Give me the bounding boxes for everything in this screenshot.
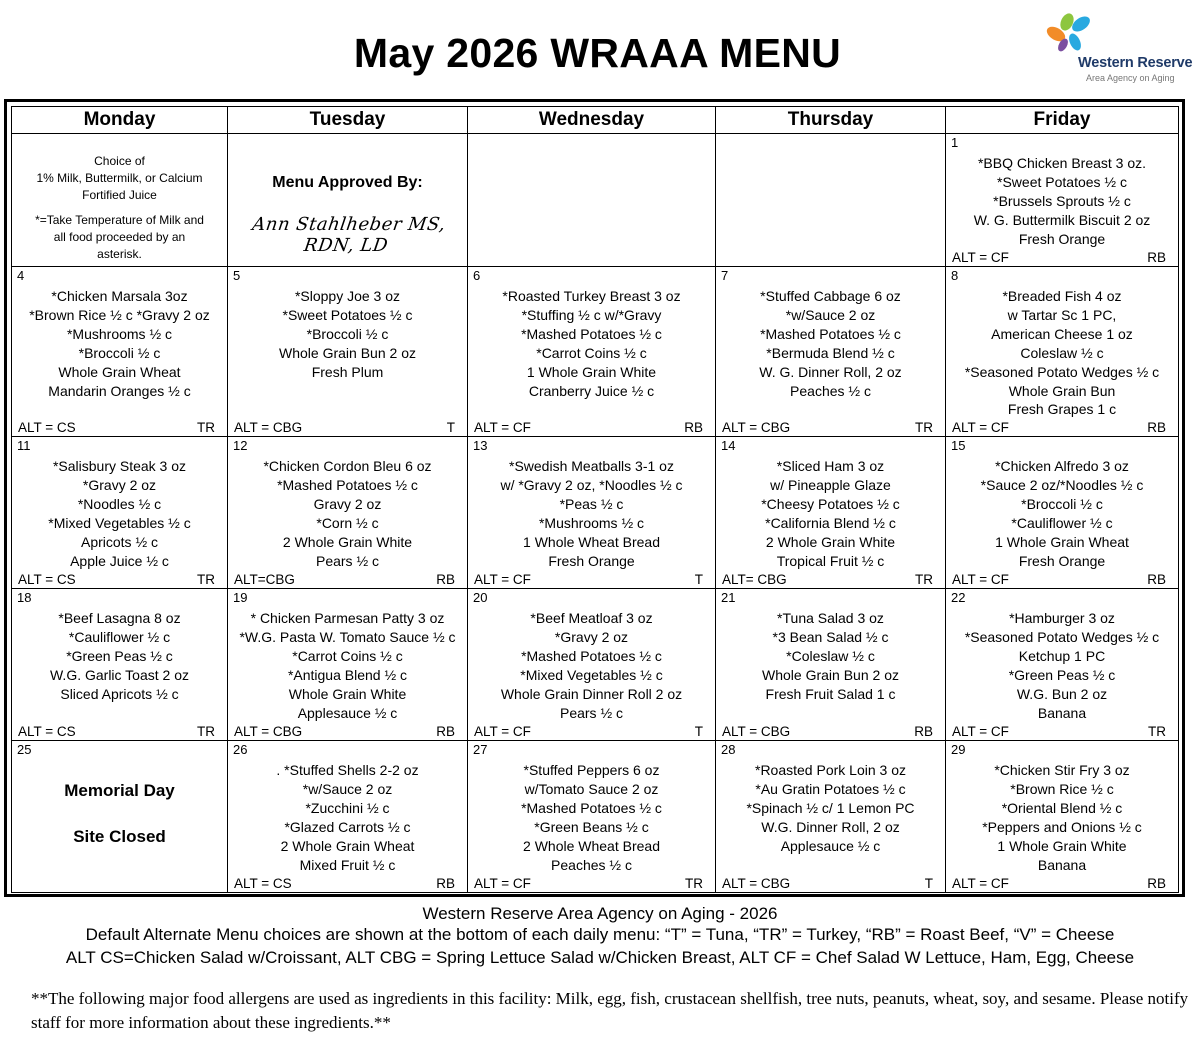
menu-item: *Noodles ½ c	[77, 495, 162, 512]
menu-item: w/ *Gravy 2 oz, *Noodles ½ c	[500, 476, 683, 493]
alt-code: ALT=CBG	[234, 572, 295, 587]
menu-item: 2 Whole Grain White	[765, 533, 896, 550]
menu-item: *Peppers and Onions ½ c	[982, 818, 1142, 835]
menu-item: *Broccoli ½ c	[78, 344, 161, 361]
week-row	[12, 589, 1179, 741]
day-number: 4	[17, 268, 25, 283]
menu-items	[468, 741, 715, 874]
menu-item: *Beef Lasagna 8 oz	[58, 610, 181, 626]
day-number: 8	[951, 268, 959, 283]
menu-item: *Gravy 2 oz	[82, 476, 157, 493]
menu-item: 2 Whole Grain White	[282, 533, 413, 550]
day-cell	[716, 437, 946, 589]
menu-item: W.G. Bun 2 oz	[1016, 685, 1108, 702]
alt-default: RB	[1147, 420, 1166, 435]
menu-item: *Broccoli ½ c	[1021, 495, 1103, 512]
menu-item: *Cheesy Potatoes ½ c	[761, 495, 900, 512]
menu-item: *Hamburger 3 oz	[1009, 610, 1115, 626]
alt-code: ALT = CBG	[722, 876, 791, 891]
day-number: 29	[951, 742, 966, 757]
alt-code: ALT = CF	[474, 724, 531, 739]
footer-alt-codes: ALT CS=Chicken Salad w/Croissant, ALT CBG = Spring Lettuce Salad w/Chicken Breast, ALT CF = Chef Salad W Lettuce, Ham, Egg, Cheese	[65, 948, 1135, 967]
menu-items	[228, 741, 467, 874]
alt-default: RB	[1147, 876, 1166, 891]
menu-item: *Antigua Blend ½ c	[287, 666, 408, 683]
logo-subtitle: Area Agency on Aging	[1086, 73, 1175, 83]
day-number: 12	[233, 438, 248, 453]
menu-item: *Spinach ½ c/ 1 Lemon PC	[746, 799, 915, 816]
menu-item: *Mixed Vegetables ½ c	[520, 666, 663, 683]
week-row	[12, 267, 1179, 437]
day-header: Wednesday	[468, 107, 716, 134]
day-cell	[716, 134, 946, 267]
menu-item: W.G. Dinner Roll, 2 oz	[761, 818, 900, 835]
menu-item: *Mashed Potatoes ½ c	[521, 647, 662, 664]
day-cell	[946, 589, 1179, 741]
page-title: May 2026 WRAAA MENU	[353, 30, 842, 76]
alt-default: TR	[197, 420, 215, 435]
menu-item: . *Stuffed Shells 2-2 oz	[276, 762, 419, 778]
menu-item: *Roasted Turkey Breast 3 oz	[502, 288, 681, 304]
day-number: 13	[473, 438, 488, 453]
menu-items	[468, 267, 715, 400]
menu-items	[12, 437, 227, 570]
menu-item: Apricots ½ c	[80, 533, 159, 550]
menu-item: *Corn ½ c	[316, 514, 379, 531]
alt-default: T	[924, 876, 933, 891]
alt-code: ALT = CS	[234, 876, 292, 891]
week-row	[12, 437, 1179, 589]
menu-item: Whole Grain Bun	[1008, 382, 1116, 399]
day-cell	[228, 267, 468, 437]
menu-item: *Sliced Ham 3 oz	[776, 458, 885, 474]
day-number: 15	[951, 438, 966, 453]
menu-item: w Tartar Sc 1 PC,	[1007, 306, 1117, 323]
menu-items	[946, 589, 1178, 722]
menu-item: *Seasoned Potato Wedges ½ c	[964, 363, 1160, 380]
menu-item: *Green Peas ½ c	[66, 647, 173, 664]
menu-items	[946, 267, 1178, 419]
menu-item: *Chicken Marsala 3oz	[51, 288, 188, 304]
menu-item: *Roasted Pork Loin 3 oz	[755, 762, 906, 778]
week-row	[12, 741, 1179, 893]
menu-item: Fresh Grapes 1 c	[1007, 401, 1117, 418]
menu-item: *Carrot Coins ½ c	[292, 647, 403, 664]
menu-item: *Coleslaw ½ c	[786, 647, 875, 664]
menu-items	[12, 267, 227, 400]
menu-item: w/ Pineapple Glaze	[770, 476, 891, 493]
menu-item: Applesauce ½ c	[780, 837, 881, 854]
menu-item: *Mashed Potatoes ½ c	[521, 799, 662, 816]
menu-item: *Brussels Sprouts ½ c	[993, 192, 1131, 209]
menu-item: *Seasoned Potato Wedges ½ c	[964, 628, 1160, 645]
day-number: 26	[233, 742, 248, 757]
menu-item: Peaches ½ c	[790, 382, 871, 399]
menu-item: *Green Peas ½ c	[1008, 666, 1116, 683]
menu-item: *Brown Rice ½ c	[1010, 780, 1114, 797]
alt-code: ALT = CF	[474, 876, 531, 891]
day-number: 22	[951, 590, 966, 605]
menu-item: *Chicken Alfredo 3 oz	[995, 458, 1129, 474]
day-header: Monday	[12, 107, 228, 134]
menu-item: w/Tomato Sauce 2 oz	[524, 780, 659, 797]
menu-item: Fresh Orange	[548, 552, 635, 569]
menu-item: *Carrot Coins ½ c	[536, 344, 647, 361]
day-number: 5	[233, 268, 241, 283]
day-cell	[468, 134, 716, 267]
day-cell	[716, 267, 946, 437]
alt-default: RB	[1147, 572, 1166, 587]
menu-item: Whole Grain Bun 2 oz	[762, 666, 899, 683]
alt-code: ALT = CBG	[722, 724, 791, 739]
menu-item: *Beef Meatloaf 3 oz	[530, 610, 653, 626]
menu-item: 2 Whole Grain Wheat	[280, 837, 415, 854]
menu-item: *Mixed Vegetables ½ c	[48, 514, 191, 531]
menu-item: W. G. Dinner Roll, 2 oz	[759, 363, 902, 380]
info-line: *=Take Temperature of Milk and	[35, 213, 204, 227]
menu-item: *Mashed Potatoes ½ c	[760, 325, 901, 342]
info-line: all food proceeded by an	[53, 230, 186, 244]
menu-item: *Mushrooms ½ c	[66, 325, 173, 342]
day-cell	[946, 267, 1179, 437]
menu-item: *Sweet Potatoes ½ c	[997, 173, 1127, 190]
menu-items	[468, 589, 715, 722]
alt-code: ALT = CS	[18, 420, 76, 435]
day-cell	[228, 741, 468, 893]
site-closed: Site Closed	[73, 827, 166, 846]
alt-code: ALT = CBG	[234, 420, 303, 435]
day-cell	[468, 589, 716, 741]
day-header: Thursday	[716, 107, 946, 134]
footer-default-alt: Default Alternate Menu choices are shown at the bottom of each daily menu: “T” = Tuna, “TR” = Turkey, “RB” = Roast Beef, “V” = Cheese	[85, 925, 1115, 944]
holiday-name: Memorial Day	[64, 781, 175, 800]
alt-default: TR	[915, 420, 933, 435]
menu-item: Pears ½ c	[559, 704, 624, 721]
alt-default: RB	[436, 876, 455, 891]
day-cell	[946, 741, 1179, 893]
menu-item: *Bermuda Blend ½ c	[766, 344, 895, 361]
alt-default: RB	[1147, 250, 1166, 265]
day-cell	[12, 589, 228, 741]
menu-items	[468, 437, 715, 570]
menu-item: *Broccoli ½ c	[306, 325, 389, 342]
alt-default: RB	[914, 724, 933, 739]
menu-items	[228, 589, 467, 722]
menu-item: *Breaded Fish 4 oz	[1002, 288, 1122, 304]
menu-item: *Brown Rice ½ c *Gravy 2 oz	[29, 306, 210, 323]
menu-items	[12, 589, 227, 704]
menu-item: Apple Juice ½ c	[70, 552, 169, 569]
menu-item: Whole Grain Wheat	[58, 363, 181, 380]
info-line: 1% Milk, Buttermilk, or Calcium	[36, 171, 203, 185]
menu-items	[946, 134, 1178, 249]
menu-item: Sliced Apricots ½ c	[60, 685, 179, 702]
menu-item: *3 Bean Salad ½ c	[772, 628, 889, 645]
day-number: 25	[17, 742, 32, 757]
menu-item: *Tuna Salad 3 oz	[777, 610, 884, 626]
menu-item: Tropical Fruit ½ c	[776, 552, 885, 569]
info-line: Fortified Juice	[82, 188, 157, 202]
menu-item: *Green Beans ½ c	[534, 818, 649, 835]
day-number: 19	[233, 590, 248, 605]
milk-info	[12, 134, 227, 263]
alt-default: TR	[685, 876, 703, 891]
day-cell	[228, 134, 468, 267]
menu-items	[716, 589, 945, 704]
alt-default: T	[694, 724, 703, 739]
menu-items	[716, 741, 945, 856]
day-number: 21	[721, 590, 736, 605]
menu-item: Peaches ½ c	[551, 856, 632, 873]
menu-item: Whole Grain Dinner Roll 2 oz	[500, 685, 683, 702]
menu-item: Applesauce ½ c	[297, 704, 398, 721]
alt-code: ALT = CF	[952, 250, 1009, 265]
alt-code: ALT = CS	[18, 724, 76, 739]
menu-items	[716, 437, 945, 570]
alt-code: ALT= CBG	[722, 572, 787, 587]
alt-default: T	[446, 420, 455, 435]
alt-code: ALT = CBG	[234, 724, 303, 739]
info-line: Choice of	[94, 154, 145, 168]
menu-item: *Gravy 2 oz	[554, 628, 629, 645]
alt-code: ALT = CF	[952, 876, 1009, 891]
menu-item: *Glazed Carrots ½ c	[284, 818, 411, 835]
menu-item: *Stuffed Cabbage 6 oz	[760, 288, 901, 304]
menu-item: *Stuffing ½ c w/*Gravy	[521, 306, 662, 323]
alt-code: ALT = CF	[474, 572, 531, 587]
alt-default: RB	[436, 572, 455, 587]
menu-items	[946, 741, 1178, 874]
agency-logo	[1045, 12, 1195, 87]
day-number: 7	[721, 268, 729, 283]
menu-item: Mixed Fruit ½ c	[299, 856, 396, 873]
menu-item: *W.G. Pasta W. Tomato Sauce ½ c	[239, 628, 456, 645]
menu-item: *BBQ Chicken Breast 3 oz.	[977, 155, 1147, 171]
menu-item: *Oriental Blend ½ c	[1001, 799, 1123, 816]
approver-signature: Ann Stahlheber MS, RDN, LD	[250, 214, 448, 256]
menu-items	[228, 267, 467, 382]
menu-item: *Mashed Potatoes ½ c	[521, 325, 662, 342]
menu-item: 1 Whole Grain White	[997, 837, 1127, 854]
menu-item: Fresh Orange	[1018, 552, 1106, 569]
menu-item: Pears ½ c	[315, 552, 380, 569]
day-number: 18	[17, 590, 32, 605]
day-cell	[716, 741, 946, 893]
menu-item: *w/Sauce 2 oz	[785, 306, 876, 323]
menu-item: *Sweet Potatoes ½ c	[282, 306, 413, 323]
menu-item: *Swedish Meatballs 3-1 oz	[509, 458, 674, 474]
day-cell	[12, 267, 228, 437]
day-cell	[228, 589, 468, 741]
menu-item: *Salisbury Steak 3 oz	[52, 458, 187, 474]
day-number: 27	[473, 742, 488, 757]
menu-item: Ketchup 1 PC	[1018, 647, 1106, 664]
footer-agency: Western Reserve Area Agency on Aging - 2026	[422, 904, 778, 923]
leaf-logo-icon	[1045, 12, 1097, 56]
alt-code: ALT = CF	[952, 572, 1009, 587]
menu-item: *Sloppy Joe 3 oz	[294, 288, 401, 304]
menu-item: *Au Gratin Potatoes ½ c	[755, 780, 906, 797]
menu-item: *Mashed Potatoes ½ c	[277, 476, 418, 493]
menu-item: * Chicken Parmesan Patty 3 oz	[250, 610, 445, 626]
menu-items	[946, 437, 1178, 570]
day-cell	[12, 741, 228, 893]
menu-item: Fresh Plum	[311, 363, 384, 380]
approved-label: Menu Approved By:	[272, 174, 423, 191]
menu-item: *Cauliflower ½ c	[1011, 514, 1113, 531]
alt-code: ALT = CF	[952, 420, 1009, 435]
day-number: 6	[473, 268, 481, 283]
day-cell	[716, 589, 946, 741]
alt-default: RB	[684, 420, 703, 435]
day-cell	[228, 437, 468, 589]
menu-item: *Zucchini ½ c	[305, 799, 390, 816]
alt-code: ALT = CS	[18, 572, 76, 587]
alt-default: TR	[1148, 724, 1166, 739]
day-cell	[468, 267, 716, 437]
menu-item: 2 Whole Wheat Bread	[523, 837, 660, 854]
alt-default: TR	[197, 572, 215, 587]
alt-code: ALT = CBG	[722, 420, 791, 435]
menu-item: W.G. Garlic Toast 2 oz	[49, 666, 189, 683]
day-header: Tuesday	[228, 107, 468, 134]
alt-default: T	[694, 572, 703, 587]
day-number: 20	[473, 590, 488, 605]
menu-item: Coleslaw ½ c	[1020, 344, 1104, 361]
menu-item: *Stuffed Peppers 6 oz	[523, 762, 660, 778]
day-number: 11	[17, 438, 31, 453]
day-cell	[468, 437, 716, 589]
menu-item: Whole Grain White	[288, 685, 407, 702]
day-cell	[468, 741, 716, 893]
menu-calendar	[4, 99, 1185, 897]
menu-items	[716, 267, 945, 400]
info-line: asterisk.	[97, 247, 142, 261]
alt-code: ALT = CF	[952, 724, 1009, 739]
day-cell	[946, 134, 1179, 267]
alt-default: TR	[197, 724, 215, 739]
menu-item: *w/Sauce 2 oz	[302, 780, 393, 797]
menu-item: *California Blend ½ c	[765, 514, 896, 531]
alt-default: TR	[915, 572, 933, 587]
day-number: 28	[721, 742, 736, 757]
menu-item: 1 Whole Grain Wheat	[995, 533, 1129, 550]
menu-item: *Mushrooms ½ c	[538, 514, 645, 531]
day-header: Friday	[946, 107, 1179, 134]
menu-item: Fresh Fruit Salad 1 c	[765, 685, 896, 702]
menu-item: *Peas ½ c	[559, 495, 624, 512]
menu-item: Banana	[1037, 856, 1087, 873]
menu-item: Fresh Orange	[1018, 230, 1106, 247]
menu-item: *Cauliflower ½ c	[68, 628, 171, 645]
menu-item: Gravy 2 oz	[313, 495, 382, 512]
menu-item: Cranberry Juice ½ c	[528, 382, 655, 399]
menu-item: American Cheese 1 oz	[991, 325, 1133, 342]
menu-item: Banana	[1037, 704, 1087, 721]
menu-item: *Chicken Stir Fry 3 oz	[994, 762, 1130, 778]
week-row	[12, 134, 1179, 267]
day-cell	[946, 437, 1179, 589]
logo-name: Western Reserve	[1078, 55, 1193, 71]
menu-item: Whole Grain Bun 2 oz	[279, 344, 416, 361]
menu-item: 1 Whole Wheat Bread	[523, 533, 660, 550]
menu-item: W. G. Buttermilk Biscuit 2 oz	[973, 211, 1151, 228]
menu-item: Mandarin Oranges ½ c	[48, 382, 191, 399]
menu-item: *Chicken Cordon Bleu 6 oz	[263, 458, 432, 474]
alt-default: RB	[436, 724, 455, 739]
day-number: 1	[951, 135, 959, 150]
day-cell	[12, 134, 228, 267]
allergen-notice: **The following major food allergens are used as ingredients in this facility: Milk, egg, fish, crustacean shellfish, tree nuts, peanuts, wheat, soy, and sesame. Please notify staff for more information about these ingredients.**	[31, 989, 1189, 1032]
day-number: 14	[721, 438, 736, 453]
alt-code: ALT = CF	[474, 420, 531, 435]
day-cell	[12, 437, 228, 589]
menu-item: 1 Whole Grain White	[526, 363, 657, 380]
menu-items	[228, 437, 467, 570]
menu-item: *Sauce 2 oz/*Noodles ½ c	[980, 476, 1144, 493]
